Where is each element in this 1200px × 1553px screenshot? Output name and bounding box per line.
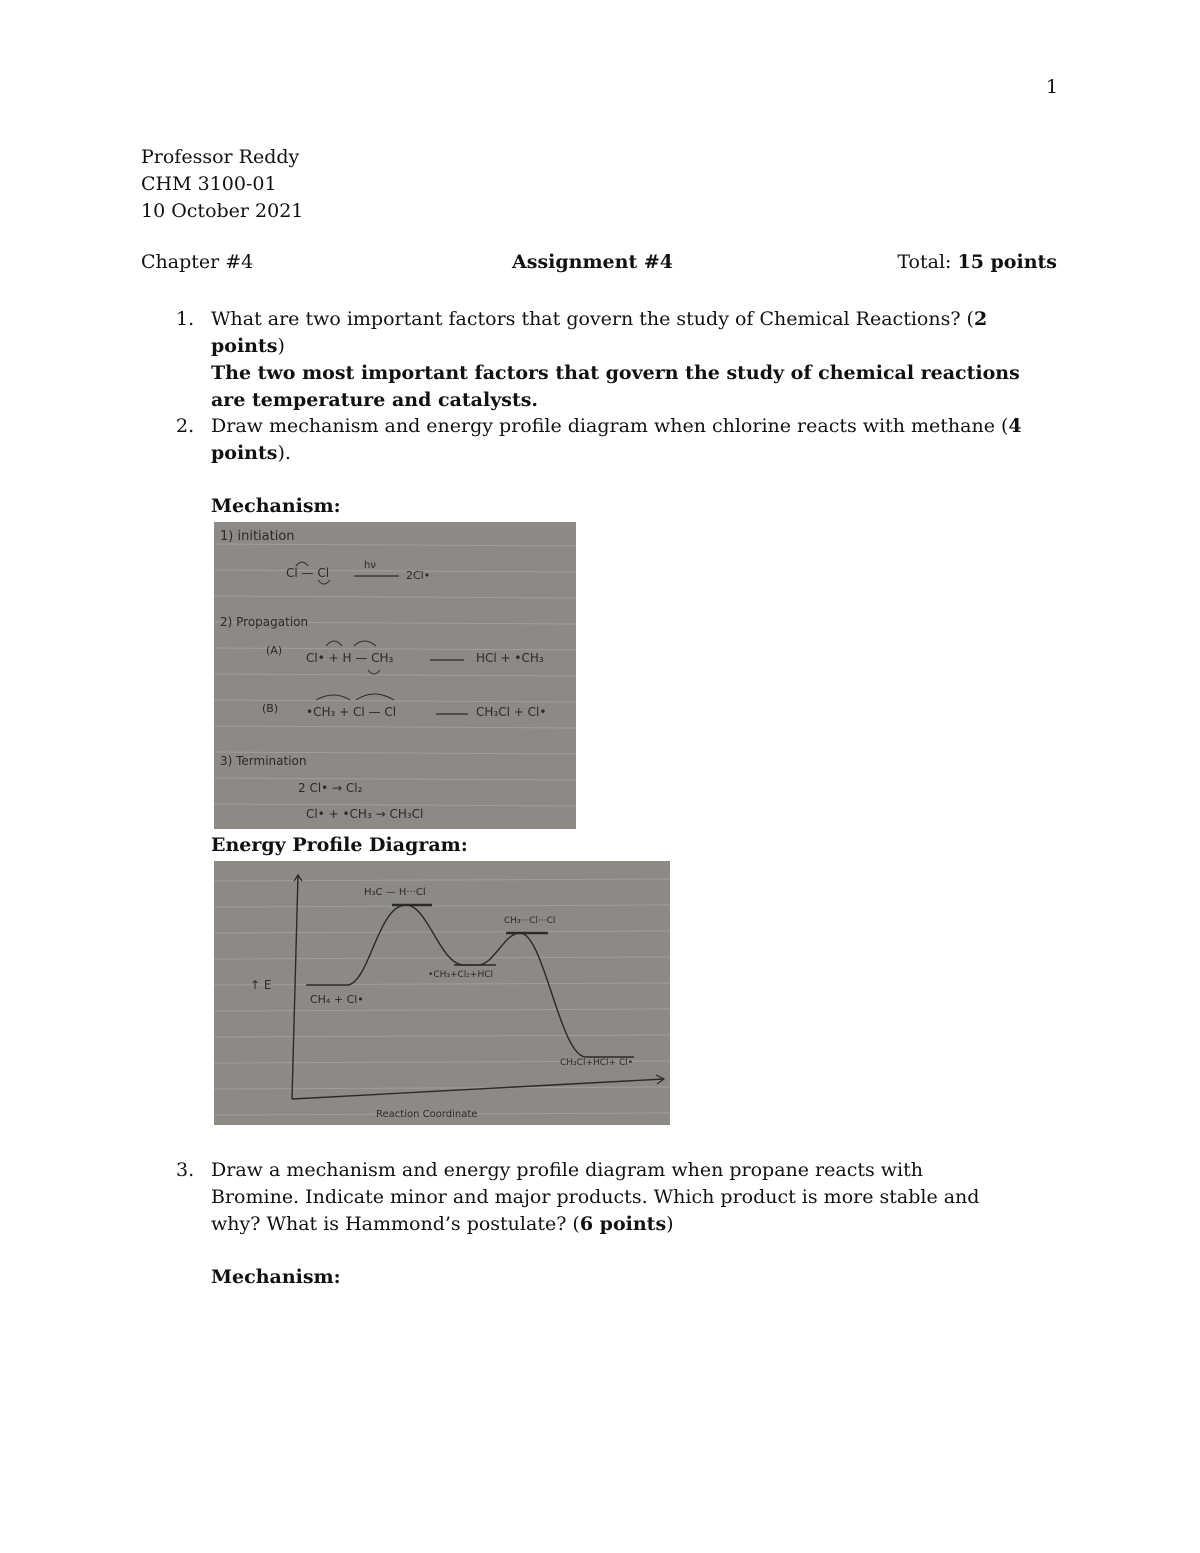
energy-profile-label: Energy Profile Diagram: bbox=[211, 834, 468, 856]
step-a-label: (A) bbox=[266, 644, 283, 657]
document-date: 10 October 2021 bbox=[141, 200, 304, 222]
step-a-equation: Cl• + H — CH₃ bbox=[306, 651, 394, 665]
course-code: CHM 3100-01 bbox=[141, 173, 277, 195]
chapter-row bbox=[141, 251, 1057, 279]
question-number: 2. bbox=[176, 415, 195, 437]
step-b-label: (B) bbox=[262, 702, 279, 715]
initiation-heading: 1) initiation bbox=[220, 529, 295, 544]
mechanism-photo bbox=[214, 522, 576, 829]
answer-text: The two most important factors that govern the study of chemical reactions are temperature and catalysts. bbox=[211, 362, 1020, 411]
initiation-equation: Cl — Cl bbox=[286, 566, 330, 580]
professor-name: Professor Reddy bbox=[141, 146, 300, 168]
question-text: Draw mechanism and energy profile diagram when chlorine reacts with methane (4 points). bbox=[211, 415, 1022, 464]
mechanism-label: Mechanism: bbox=[211, 495, 341, 517]
mechanism-label: Mechanism: bbox=[211, 1266, 341, 1288]
x-axis-line bbox=[292, 1079, 664, 1099]
question-number: 1. bbox=[176, 308, 195, 330]
initiation-product: 2Cl• bbox=[406, 569, 431, 582]
y-axis-label: ↑ E bbox=[250, 978, 272, 992]
energy-curve bbox=[306, 905, 634, 1057]
step-a-product: HCl + •CH₃ bbox=[476, 651, 544, 665]
page-number: 1 bbox=[1046, 76, 1059, 98]
termination-heading: 3) Termination bbox=[220, 754, 307, 768]
products-label: CH₃Cl+HCl+ Cl• bbox=[560, 1058, 634, 1068]
question-number: 3. bbox=[176, 1159, 195, 1181]
termination-step-2: Cl• + •CH₃ → CH₃Cl bbox=[306, 807, 424, 821]
assignment-title: Assignment #4 bbox=[512, 251, 673, 273]
question-text: Draw a mechanism and energy profile diagram when propane reacts with Bromine. Indicate minor and major products. Which product is more stable and why? What is Hammond’s postulate? (6 points) bbox=[211, 1159, 980, 1235]
energy-profile-photo bbox=[214, 861, 670, 1125]
ts2-label: CH₃···Cl···Cl bbox=[504, 916, 556, 926]
propagation-heading: 2) Propagation bbox=[220, 615, 309, 629]
reactants-label: CH₄ + Cl• bbox=[310, 993, 364, 1006]
notebook-lines bbox=[214, 879, 670, 1115]
termination-step-1: 2 Cl• → Cl₂ bbox=[298, 781, 363, 795]
hv-label: hν bbox=[364, 560, 376, 571]
step-b-product: CH₃Cl + Cl• bbox=[476, 705, 547, 719]
x-axis-label: Reaction Coordinate bbox=[376, 1109, 478, 1120]
chapter-label: Chapter #4 bbox=[141, 251, 254, 273]
step-b-equation: •CH₃ + Cl — Cl bbox=[306, 705, 397, 719]
document-header bbox=[141, 144, 303, 225]
question-text: What are two important factors that govern the study of Chemical Reactions? (2 points) bbox=[211, 308, 988, 357]
y-axis-line bbox=[292, 875, 298, 1099]
curved-arrows bbox=[316, 694, 394, 700]
total-points: Total: 15 points bbox=[897, 251, 1057, 273]
intermediate-label: •CH₃+Cl₂+HCl bbox=[428, 970, 493, 980]
ts1-label: H₃C — H···Cl bbox=[364, 887, 426, 898]
